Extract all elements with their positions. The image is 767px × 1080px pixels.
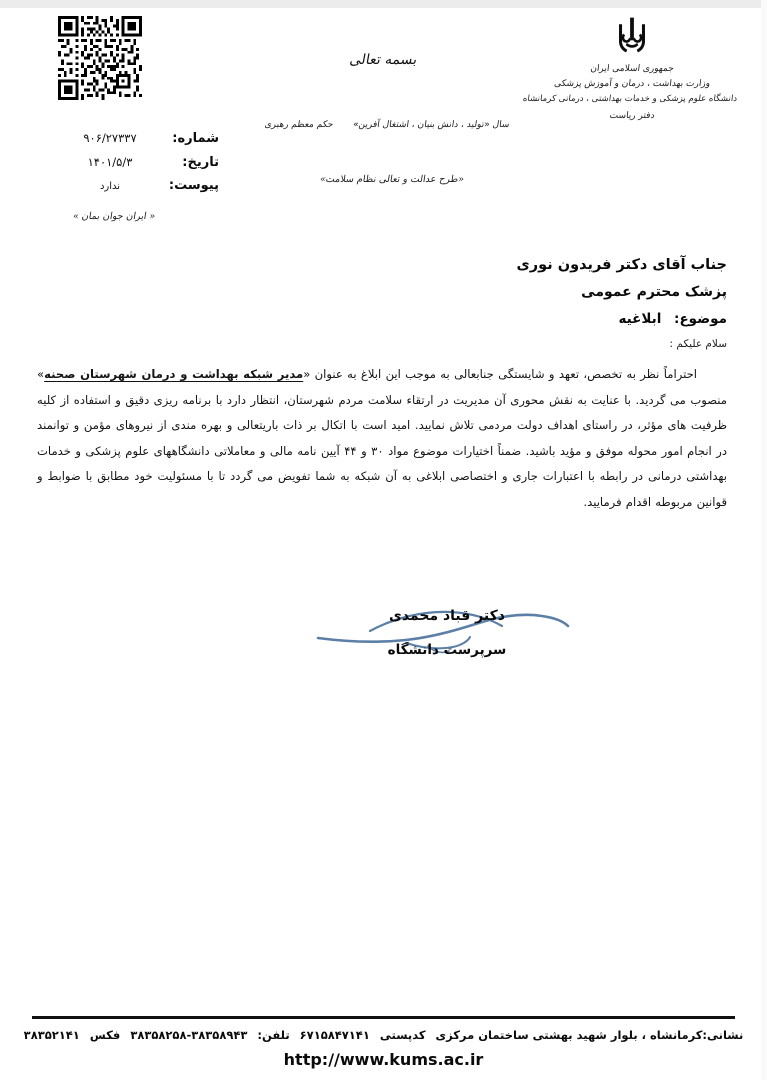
fax-label: فکس xyxy=(89,1028,121,1042)
date-value: ۱۴۰۱/۵/۳ xyxy=(87,155,133,169)
meta-row-date xyxy=(59,150,219,174)
subject-line xyxy=(37,306,727,333)
letter-meta-fields xyxy=(59,126,219,198)
body-part-2: » منصوب می گردید. با عنایت به نقش محوری آن مدیریت در ارتقاء سلامت مردم شهرستان، انتظار دارد با برنامه ریزی دقیق و استفاده از کلیه ظرفیت های مؤثر، در راستای اهداف دولت مردمی تلاش نمایید. امید است با اتکال بر ذات باریتعالی و بهره مندی از نیروهای مؤمن و توانمند در انجام امور محوله موفق و مؤید باشید. ضمناً اختیارات موضوع مواد ۳۰ و ۴۴ آیین نامه مالی و معاملاتی دانشگاههای علوم پزشکی و خدمات بهداشتی درمانی در رابطه با اعتبارات جاری و اختصاصی ابلاغی به آن شبکه به شما تفویض می گردد تا با مسئولیت خود مطابق با ضوابط و قوانین مربوطه اقدام فرمایید. xyxy=(37,367,727,509)
basmala: بسمه تعالی xyxy=(348,52,419,68)
signatory-title: سرپرست دانشگاه xyxy=(387,642,507,658)
attachment-label: پیوست: xyxy=(168,178,219,193)
number-value: ۹۰۶/۲۷۳۳۷ xyxy=(83,131,137,145)
signatory-name: دکتر قباد محمدی xyxy=(389,608,505,624)
subject-value: ابلاغیه xyxy=(618,311,662,327)
page-top-band xyxy=(0,0,767,8)
organization-identity xyxy=(522,14,738,124)
footer-divider xyxy=(32,1016,735,1019)
body-part-1: احتراماً نظر به تخصص، تعهد و شایستگی جنابعالی به موجب این ابلاغ به عنوان « xyxy=(303,367,698,381)
year-slogan-text: سال «تولید ، دانش بنیان ، اشتغال آفرین» xyxy=(352,120,511,130)
year-slogan-attribution: حکم معظم رهبری xyxy=(263,120,334,130)
number-label: شماره: xyxy=(172,131,219,146)
health-program-slogan: «طرح عدالت و تعالی نظام سلامت» xyxy=(319,174,465,185)
subject-label: موضوع: xyxy=(674,311,727,327)
meta-row-number xyxy=(59,126,219,150)
recipient-block xyxy=(37,252,727,333)
footer-contact-line xyxy=(0,1028,767,1042)
appointment-title: مدیر شبکه بهداشت و درمان شهرستان صحنه xyxy=(44,367,304,381)
salutation: سلام علیکم : xyxy=(669,338,727,350)
org-line-2: وزارت بهداشت ، درمان و آموزش پزشکی xyxy=(553,79,711,89)
postal-code: ۶۷۱۵۸۴۷۱۴۱ xyxy=(299,1028,370,1042)
date-label: تاریخ: xyxy=(182,155,219,170)
iran-slogan: « ایران جوان بمان » xyxy=(71,211,156,222)
year-slogan xyxy=(256,120,517,130)
postal-label: کدپستی xyxy=(379,1028,426,1042)
attachment-value: ندارد xyxy=(99,181,121,192)
org-line-3: دانشگاه علوم پزشکی و خدمات بهداشتی ، درمانی کرمانشاه xyxy=(522,94,738,104)
address-label: نشانی: xyxy=(702,1028,744,1042)
letter-footer xyxy=(0,1002,767,1080)
phone-value: ۳۸۳۵۸۹۴۳-۳۸۳۵۸۲۵۸ xyxy=(130,1028,248,1042)
address-value: کرمانشاه ، بلوار شهید بهشتی ساختمان مرکزی xyxy=(435,1028,703,1042)
body-paragraph xyxy=(37,362,727,515)
letterhead xyxy=(0,8,767,223)
org-line-1: جمهوری اسلامی ایران xyxy=(589,64,675,74)
website-url[interactable]: http://www.kums.ac.ir xyxy=(283,1050,484,1069)
phone-label: تلفن: xyxy=(257,1028,290,1042)
recipient-role: پزشک محترم عمومی xyxy=(581,284,727,300)
recipient-name: جناب آقای دکتر فریدون نوری xyxy=(516,257,727,273)
signature-block xyxy=(332,608,562,658)
letter-body xyxy=(37,362,727,515)
fax-value: ۳۸۳۵۲۱۴۱ xyxy=(23,1028,80,1042)
org-line-4: دفتر ریاست xyxy=(609,111,656,121)
meta-row-attachment xyxy=(59,174,219,198)
